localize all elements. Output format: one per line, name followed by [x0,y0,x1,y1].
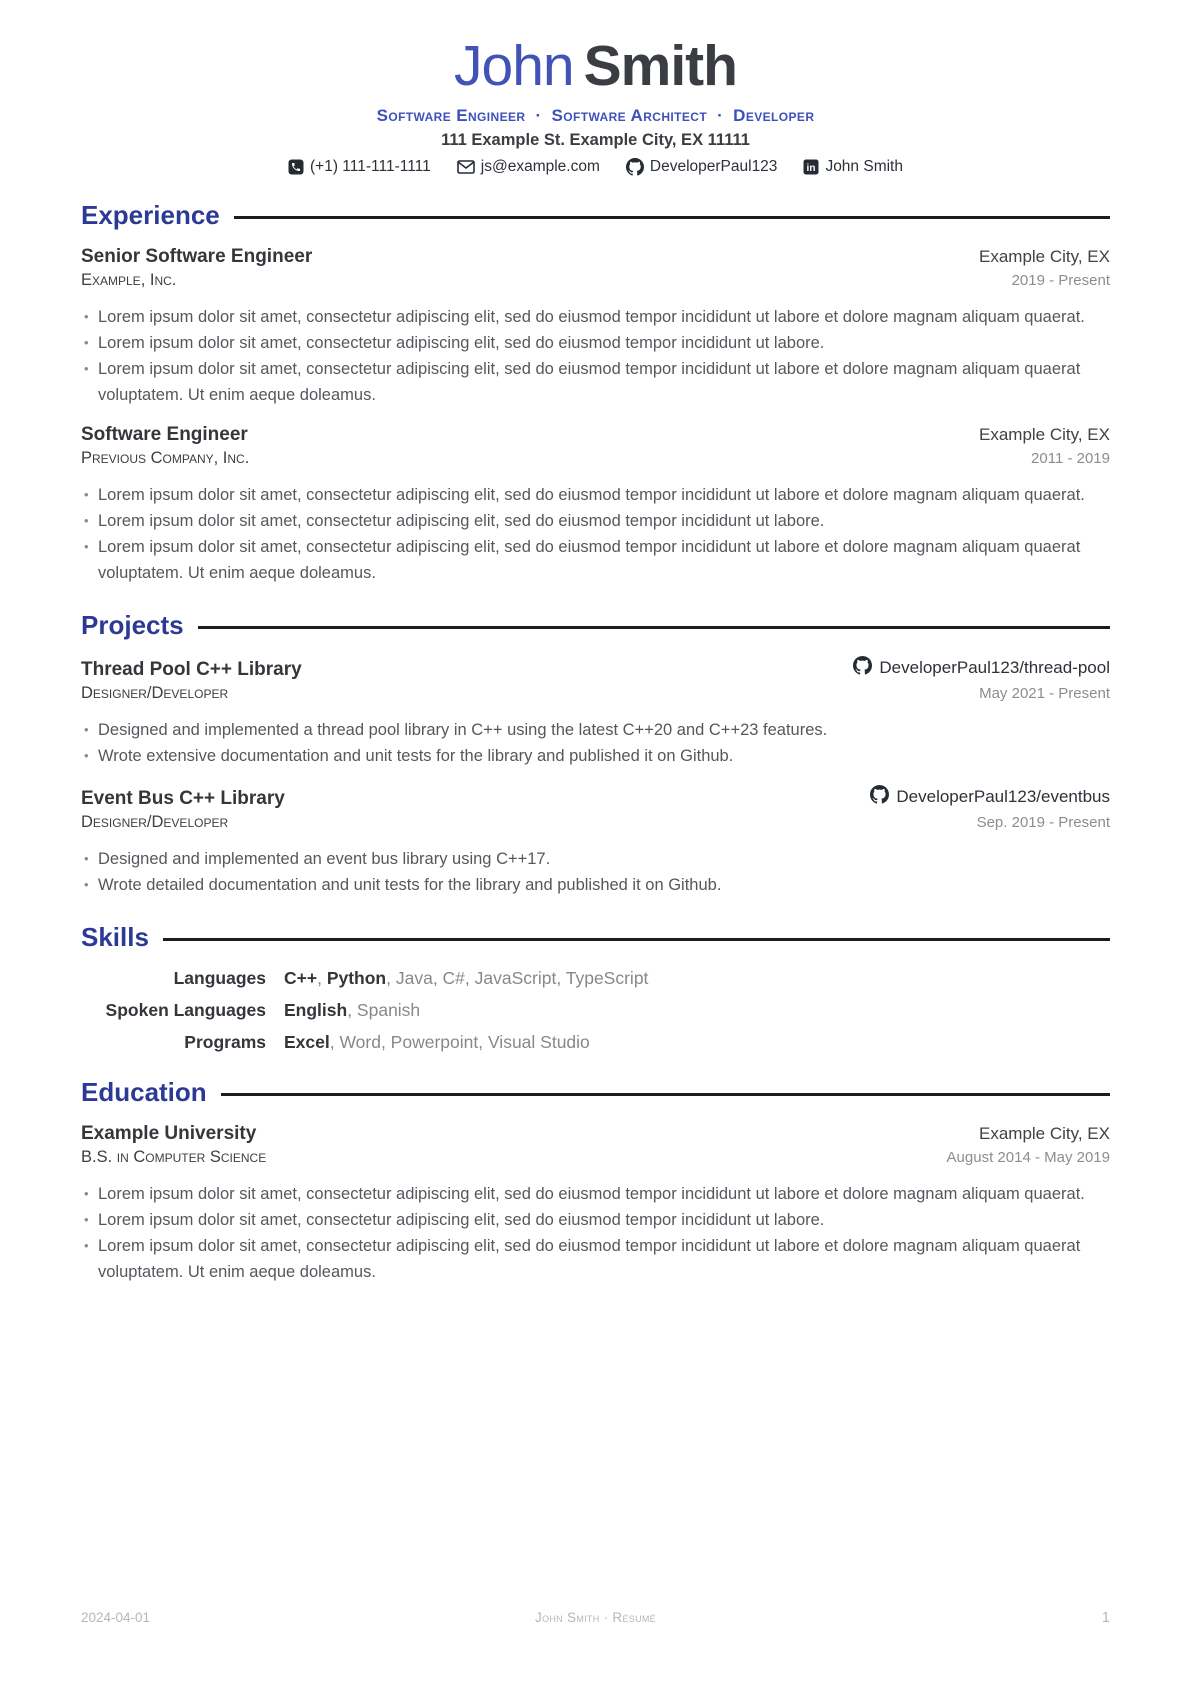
project-repo-link[interactable] [870,785,1110,809]
bullet-item: • Lorem ipsum dolor sit amet, consectetur adipiscing elit, sed do eiusmod tempor incididunt ut labore et dolore magnam aliquam quaerat. [81,304,1110,330]
skill-label: Programs [184,1032,266,1052]
title-separator: · [717,106,724,125]
experience-entry-1 [81,246,1110,408]
skill-label: Spoken Languages [105,1000,266,1020]
page-footer [81,1610,1110,1626]
skill-row-programs [81,1032,1110,1053]
skills-heading [81,922,1110,952]
phone-icon [288,159,304,175]
bullet-item: • Lorem ipsum dolor sit amet, consectetur adipiscing elit, sed do eiusmod tempor incididunt ut labore et dolore magnam aliquam quaerat. [81,482,1110,508]
bullet-item: • Designed and implemented an event bus library using C++17. [81,846,1110,872]
professional-titles [81,106,1110,126]
repo-name: DeveloperPaul123/eventbus [896,787,1110,806]
skill-value: English, Spanish [284,1000,421,1020]
job-title: Senior Software Engineer [81,246,313,267]
skills-table [81,968,1110,1053]
project-entry-1 [81,656,1110,769]
project-entry-2 [81,785,1110,898]
job-company: Example, Inc. [81,271,177,289]
experience-entry-2 [81,424,1110,586]
linkedin-link[interactable] [803,158,903,176]
heading-rule [234,216,1110,219]
repo-name: DeveloperPaul123/thread-pool [879,658,1110,677]
phone-number: (+1) 111-111-1111 [310,158,431,175]
bullet-item: • Lorem ipsum dolor sit amet, consectetur adipiscing elit, sed do eiusmod tempor incididunt ut labore et dolore magnam aliquam quaerat. [81,1181,1110,1207]
project-title: Thread Pool C++ Library [81,659,302,680]
skill-label: Languages [173,968,266,988]
projects-heading-label: Projects [81,610,184,640]
full-name [81,34,1110,98]
bullet-item: • Wrote extensive documentation and unit tests for the library and published it on Github. [81,743,1110,769]
heading-rule [198,626,1110,629]
school-location: Example City, EX [978,1124,1110,1143]
project-repo-link[interactable] [853,656,1110,680]
job-title: Software Engineer [81,424,248,445]
skill-value: Excel, Word, Powerpoint, Visual Studio [284,1032,590,1052]
section-education [81,1077,1110,1285]
svg-text:in: in [806,163,816,174]
contact-row [81,158,1110,176]
job-location: Example City, EX [978,247,1110,266]
footer-title: John Smith · Résumé [535,1610,656,1625]
github-link[interactable] [626,158,778,176]
last-name: Smith [583,34,737,98]
title-2: Software Architect [551,106,708,125]
email-address: js@example.com [480,158,600,175]
section-skills [81,922,1110,1053]
job-dates: 2019 - Present [1011,272,1110,289]
bullet-item: • Lorem ipsum dolor sit amet, consectetur adipiscing elit, sed do eiusmod tempor incididunt ut labore et dolore magnam aliquam quaerat voluptatem. Ut enim aeque doleamus. [81,356,1110,408]
bullet-item: • Lorem ipsum dolor sit amet, consectetur adipiscing elit, sed do eiusmod tempor incididunt ut labore. [81,1207,1110,1233]
project-bullets [81,717,1110,769]
project-role: Designer/Developer [81,684,229,702]
title-separator: · [535,106,542,125]
education-dates: August 2014 - May 2019 [946,1149,1110,1166]
project-dates: Sep. 2019 - Present [976,814,1110,831]
education-bullets [81,1181,1110,1285]
github-icon [853,656,872,680]
job-location: Example City, EX [978,425,1110,444]
job-bullets [81,304,1110,408]
header [81,34,1110,176]
skill-row-languages [81,968,1110,989]
github-icon [870,785,889,809]
bullet-item: • Lorem ipsum dolor sit amet, consectetur adipiscing elit, sed do eiusmod tempor incididunt ut labore. [81,508,1110,534]
project-role: Designer/Developer [81,813,229,831]
skill-value: C++, Python, Java, C#, JavaScript, TypeScript [284,968,649,988]
linkedin-icon [803,159,819,175]
experience-heading [81,200,1110,230]
job-company: Previous Company, Inc. [81,449,250,467]
education-entry-1 [81,1123,1110,1285]
heading-rule [221,1093,1110,1096]
education-heading [81,1077,1110,1107]
bullet-item: • Lorem ipsum dolor sit amet, consectetur adipiscing elit, sed do eiusmod tempor incididunt ut labore. [81,330,1110,356]
school-name: Example University [81,1123,257,1144]
email-icon [457,160,475,174]
degree: B.S. in Computer Science [81,1148,267,1166]
bullet-item: • Lorem ipsum dolor sit amet, consectetur adipiscing elit, sed do eiusmod tempor incididunt ut labore et dolore magnam aliquam quaerat voluptatem. Ut enim aeque doleamus. [81,534,1110,586]
experience-heading-label: Experience [81,200,220,230]
bullet-item: • Designed and implemented a thread pool library in C++ using the latest C++20 and C++23 features. [81,717,1110,743]
job-dates: 2011 - 2019 [1031,450,1110,467]
phone-link[interactable] [288,158,431,176]
github-username: DeveloperPaul123 [649,158,778,175]
job-bullets [81,482,1110,586]
project-bullets [81,846,1110,898]
bullet-item: • Lorem ipsum dolor sit amet, consectetur adipiscing elit, sed do eiusmod tempor incididunt ut labore et dolore magnam aliquam quaerat voluptatem. Ut enim aeque doleamus. [81,1233,1110,1285]
bullet-item: • Wrote detailed documentation and unit tests for the library and published it on Github. [81,872,1110,898]
title-3: Developer [733,106,815,125]
section-projects [81,610,1110,898]
projects-heading [81,610,1110,640]
section-experience [81,200,1110,586]
skill-row-spoken-languages [81,1000,1110,1021]
footer-page-number: 1 [1101,1610,1110,1626]
heading-rule [163,938,1110,941]
title-1: Software Engineer [376,106,526,125]
project-title: Event Bus C++ Library [81,788,285,809]
footer-date: 2024-04-01 [81,1610,151,1625]
linkedin-name: John Smith [825,158,903,175]
education-heading-label: Education [81,1077,207,1107]
project-dates: May 2021 - Present [979,685,1110,702]
github-icon [626,158,644,176]
skills-heading-label: Skills [81,922,149,952]
email-link[interactable] [457,158,600,176]
first-name: John [454,34,574,98]
address: 111 Example St. Example City, EX 11111 [441,131,750,149]
